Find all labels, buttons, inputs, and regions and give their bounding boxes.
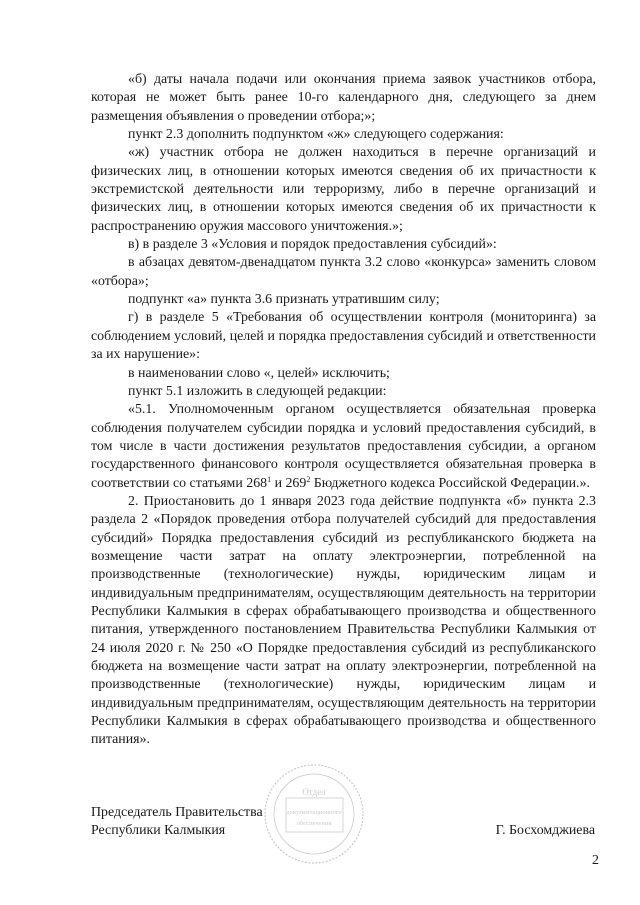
- paragraph-clause-3-6: подпункт «а» пункта 3.6 признать утратившим силу;: [128, 292, 440, 308]
- clause-5-1-text-b: и 269: [271, 475, 307, 491]
- paragraph-deadline-clause: «б) даты начала подачи или окончания приема заявок участников отбора, которая не может быть ранее 10-го календарного дня, следующего за днем размещения объявления о проведении отбора;»;: [91, 72, 596, 124]
- superscript-2: 2: [306, 474, 311, 484]
- signatory-title-line-1: Председатель Правительства: [91, 805, 263, 820]
- stamp-line-3: обеспечения: [296, 820, 332, 827]
- document-body: [91, 71, 596, 750]
- paragraph-section-3: в) в разделе 3 «Условия и порядок предоставления субсидий»:: [128, 237, 497, 253]
- office-stamp: [262, 762, 367, 867]
- signatory-title-line-2: Республики Калмыкия: [91, 823, 226, 839]
- stamp-line-2: документационного: [286, 809, 342, 816]
- paragraph-subclause-zh: «ж) участник отбора не должен находиться в перечне организаций и физических лиц, в отношении которых имеются сведения об их причастности к экстремистской деятельности или терроризму, либо в перечне организаций и физических лиц, в отношении которых имеются сведения об их причастности к распространению оружия массового уничтожения.»;: [91, 145, 596, 234]
- superscript-1: 1: [267, 474, 272, 484]
- clause-5-1-text-c: Бюджетного кодекса Российской Федерации.».: [310, 475, 590, 491]
- paragraph-suspension: 2. Приостановить до 1 января 2023 года действие подпункта «б» пункта 2.3 раздела 2 «Порядок проведения отбора получателей субсидий для предоставления субсидий» Порядка предоставления субсидий из республиканского бюджета на возмещение части затрат на оплату электроэнергии, потребленной на производственные (технологические) нужды, юридическим лицам и индивидуальным предпринимателям, осуществляющим деятельность на территории Республики Калмыкия в сферах обрабатывающего производства и общественного питания, утвержденного постановлением Правительства Республики Калмыкия от 24 июля 2020 г. № 250 «О Порядке предоставления субсидий из республиканского бюджета на возмещение части затрат на оплату электроэнергии, потребленной на производственные (технологические) нужды, юридическим лицам и индивидуальным предпринимателям, осуществляющим деятельность на территории Республики Калмыкия в сферах обрабатывающего производства и общественного питания».: [91, 493, 596, 748]
- paragraph-section-5: г) в разделе 5 «Требования об осуществлении контроля (мониторинга) за соблюдением условий, целей и порядка предоставления субсидий и ответственности за их нарушение»:: [91, 310, 596, 363]
- paragraph-clause-5-1: [91, 401, 596, 493]
- clause-5-1-text-a: «5.1. Уполномоченным органом осуществляется обязательная проверка соблюдения получателем субсидии порядка и условий предоставления субсидий, в том числе в части достижения результатов предоставления субсидии, а органом государственного финансового контроля осуществляется обязательная проверка в соответствии со статьями 268: [91, 402, 596, 491]
- paragraph-add-subclause: пункт 2.3 дополнить подпунктом «ж» следующего содержания:: [128, 127, 504, 143]
- paragraph-clause-3-2: в абзацах девятом-двенадцатом пункта 3.2 слово «конкурса» заменить словом «отбора»;: [91, 255, 596, 289]
- paragraph-clause-5-1-intro: пункт 5.1 изложить в следующей редакции:: [128, 383, 387, 399]
- stamp-line-1: Отдел: [302, 787, 326, 797]
- signatory-name: Г. Босхомджиева: [495, 823, 595, 838]
- paragraph-title-change: в наименовании слово «, целей» исключить;: [128, 365, 390, 381]
- signatory-title: [91, 804, 263, 841]
- page-number: 2: [592, 853, 599, 868]
